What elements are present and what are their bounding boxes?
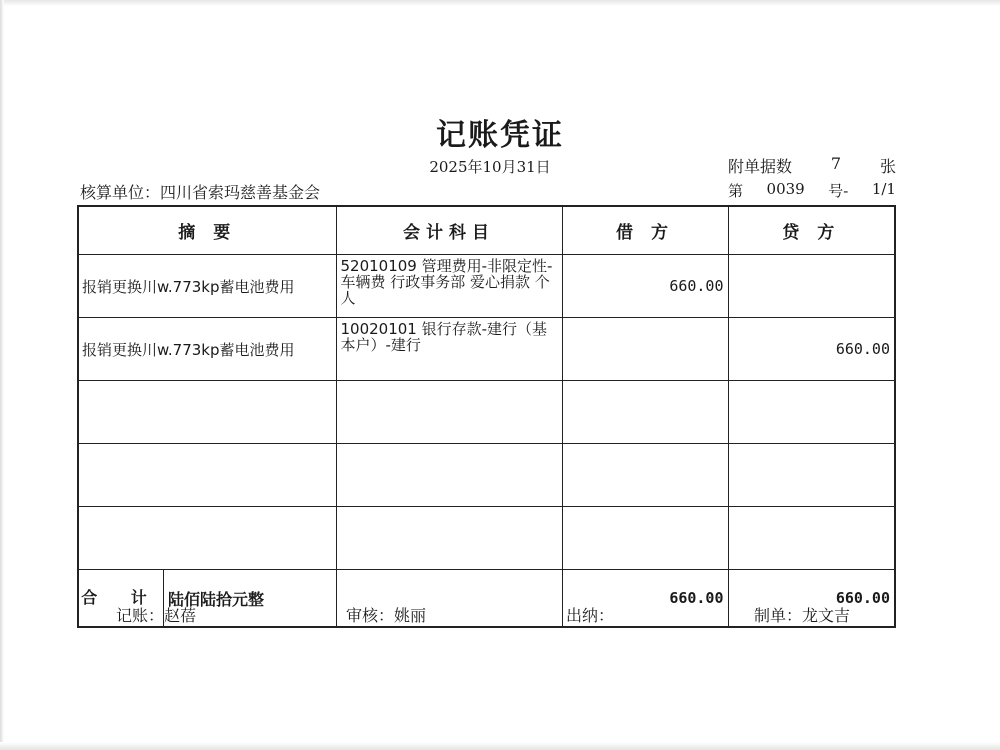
voucher-table (77, 205, 896, 628)
row-credit (728, 507, 895, 570)
row-credit (728, 381, 895, 444)
reviewer-label: 审核： (346, 606, 395, 625)
attachments-info (728, 154, 896, 177)
bookkeeper-label: 记账： (116, 606, 165, 625)
row-debit (562, 444, 728, 507)
bookkeeper-name: 赵蓓 (164, 606, 197, 625)
row-account: 52010109 管理费用-非限定性-车辆费 行政事务部 爱心捐款 个人 (336, 255, 562, 318)
row-credit (728, 444, 895, 507)
row-debit: 660.00 (562, 255, 728, 318)
attachments-label: 附单据数 (728, 157, 793, 176)
row-debit (562, 507, 728, 570)
total-credit: 660.00 (728, 570, 895, 628)
total-amount-in-words: 陆佰陆拾元整 (168, 589, 265, 609)
scan-edge-top (0, 0, 1000, 6)
row-account (336, 444, 562, 507)
reviewer-signature (346, 603, 426, 626)
header-account: 会计科目 (336, 206, 562, 255)
table-header-row (78, 206, 895, 255)
row-summary (78, 381, 336, 444)
number-suffix: 号- (828, 182, 849, 200)
number-prefix: 第 (728, 182, 744, 200)
page-number: 1/1 (871, 180, 896, 198)
total-debit: 660.00 (562, 570, 728, 628)
reviewer-name: 姚丽 (394, 606, 427, 625)
table-row (78, 255, 895, 318)
row-account: 10020101 银行存款-建行（基本户）-建行 (336, 318, 562, 381)
row-credit: 660.00 (728, 318, 895, 381)
table-row (78, 381, 895, 444)
row-summary: 报销更换川w.773kp蓄电池费用 (78, 255, 336, 318)
row-account (336, 381, 562, 444)
voucher-number: 0039 (766, 180, 805, 198)
voucher-number-info (728, 180, 896, 201)
unit-label: 核算单位： (80, 183, 161, 202)
row-credit (728, 255, 895, 318)
attachments-unit: 张 (879, 157, 896, 176)
accounting-unit (80, 180, 320, 203)
cashier-label: 出纳： (566, 606, 615, 625)
cashier-signature (566, 603, 614, 626)
row-account (336, 507, 562, 570)
row-debit (562, 381, 728, 444)
preparer-label: 制单： (754, 606, 803, 625)
attachments-count: 7 (830, 154, 842, 173)
row-summary: 报销更换川w.773kp蓄电池费用 (78, 318, 336, 381)
header-credit: 贷 方 (728, 206, 895, 255)
preparer-name: 龙文吉 (802, 606, 851, 625)
table-row (78, 507, 895, 570)
row-summary (78, 507, 336, 570)
total-label: 合 计 (79, 570, 164, 626)
unit-name: 四川省索玛慈善基金会 (160, 183, 321, 202)
row-summary (78, 444, 336, 507)
bookkeeper-signature (116, 603, 196, 626)
voucher-title: 记账凭证 (436, 118, 564, 153)
header-debit: 借 方 (562, 206, 728, 255)
table-row (78, 318, 895, 381)
voucher-date: 2025年10月31日 (429, 158, 551, 176)
scan-edge-bottom (0, 742, 1000, 750)
row-debit (562, 318, 728, 381)
header-summary: 摘 要 (78, 206, 336, 255)
preparer-signature (754, 603, 850, 626)
table-row (78, 444, 895, 507)
